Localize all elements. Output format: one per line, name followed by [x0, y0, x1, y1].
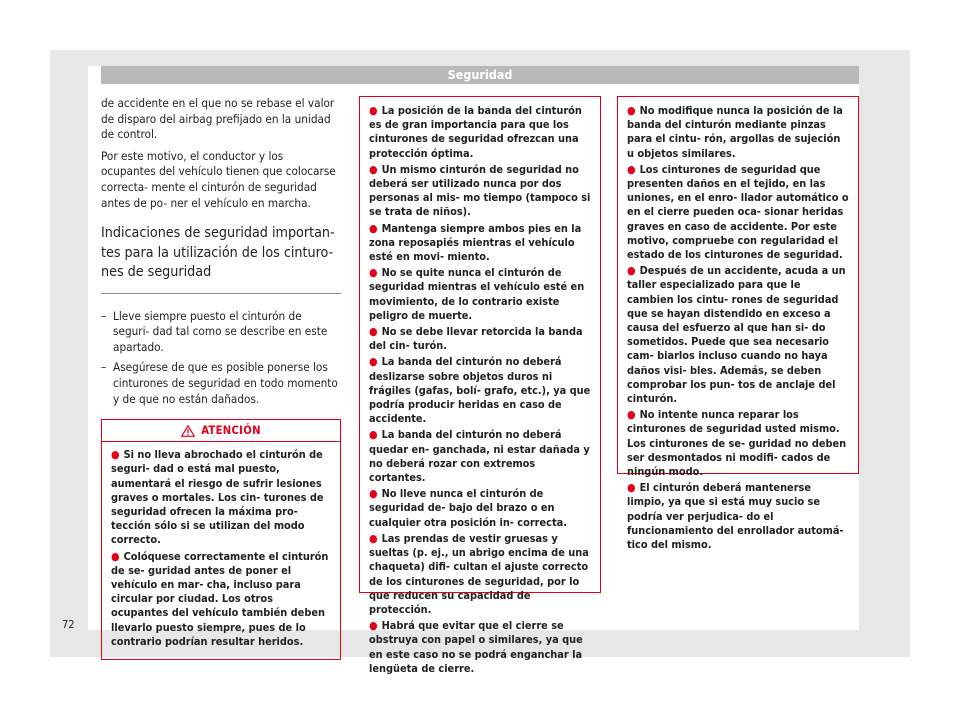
list-item-text: Los cinturones de seguridad que presenten daños en el tejido, en las uniones, en el enro- llador automático o en el cierre pueden oca- sionar heridas graves en caso de accidente. Por este motivo, compruebe con regularidad el estado de los cinturones de seguridad.: [627, 162, 849, 262]
list-item: [369, 163, 591, 220]
list-item-text: Lleve siempre puesto el cinturón de seguri- dad tal como se describe en este apartado.: [113, 308, 328, 354]
column-left: [101, 96, 341, 660]
warning-triangle-icon: [181, 425, 195, 437]
list-item-text: El cinturón deberá mantenerse limpio, ya que si está muy sucio se podría ver perjudica- do el funcionamiento del enrollador automá- tico del mismo.: [627, 481, 844, 552]
bullet-list: [369, 104, 591, 676]
list-item-text: Mantenga siempre ambos pies en la zona reposapiés mientras el vehículo esté en movi- miento.: [369, 221, 582, 264]
list-item: [627, 408, 849, 479]
warning-body: [360, 97, 600, 684]
bullet-dot-icon: ●: [627, 104, 636, 117]
list-item-text: No se quite nunca el cinturón de seguridad mientras el vehículo esté en movimiento, de lo contrario existe peligro de muerte.: [369, 266, 585, 322]
bullet-dot-icon: ●: [111, 448, 120, 462]
bullet-dot-icon: ●: [369, 104, 378, 117]
list-item-text: Asegúrese de que es posible ponerse los cinturones de seguridad en todo momento y de que no están dañados.: [113, 360, 338, 406]
list-item-text: No se debe llevar retorcida la banda del cin- turón.: [369, 325, 583, 353]
bullet-dot-icon: ●: [369, 428, 378, 442]
list-item-text: Las prendas de vestir gruesas y sueltas (p. ej., un abrigo encima de una chaqueta) difi- cultan el ajuste correcto de los cinturones de seguridad, por lo que reducen su capacidad de protección.: [369, 531, 589, 616]
list-item-text: Colóquese correctamente el cinturón de se- guridad antes de poner el vehículo en mar- cha, incluso para circular por ciudad. Los otros ocupantes del vehículo también deben llevarlo puesto siempre, pues de lo contrario podrían resultar heridos.: [111, 549, 329, 648]
bullet-list: [627, 104, 849, 552]
warning-body: [618, 97, 858, 560]
paragraph: de accidente en el que no se rebase el valor de disparo del airbag prefijado en la unidad de control.: [101, 96, 335, 142]
list-item-text: No intente nunca reparar los cinturones de seguridad usted mismo. Los cinturones de se- guridad no deben ser desmontados ni modifi- cados de ningún modo.: [627, 408, 847, 479]
page-number: 72: [62, 618, 75, 631]
column-middle: [359, 96, 601, 675]
list-item: [369, 487, 591, 530]
list-item: [369, 325, 591, 353]
list-item: [369, 532, 591, 617]
dash-list: [101, 309, 341, 408]
warning-box-continued: [359, 96, 601, 675]
list-item-text: Un mismo cinturón de seguridad no deberá ser utilizado nunca por dos personas al mis- mo tiempo (tampoco si se trata de niños).: [369, 162, 591, 219]
bullet-list: [111, 448, 331, 649]
warning-body: [102, 442, 340, 659]
dash-mark: –: [101, 308, 107, 323]
bullet-dot-icon: ●: [627, 408, 636, 422]
warning-header: [102, 420, 340, 442]
bullet-dot-icon: ●: [369, 531, 378, 545]
dash-mark: –: [101, 360, 107, 375]
warning-title: ATENCIÓN: [201, 424, 261, 438]
list-item-text: La banda del cinturón no deberá deslizarse sobre objetos duros ni frágiles (gafas, bolí- grafo, etc.), ya que podría producir heridas en caso de accidente.: [369, 355, 591, 426]
list-item-text: Habrá que evitar que el cierre se obstruya con papel o similares, ya que en este caso no se podrá enganchar la lengüeta de cierre.: [369, 619, 583, 675]
section-title: Indicaciones de seguridad importan- tes para la utilización de los cinturo- nes de seguridad: [101, 224, 341, 294]
bullet-dot-icon: ●: [369, 487, 378, 501]
list-item: [627, 104, 849, 161]
bullet-dot-icon: ●: [369, 619, 378, 633]
paragraph: Por este motivo, el conductor y los ocupantes del vehículo tienen que colocarse correcta- mente el cinturón de seguridad antes de po- ner el vehículo en marcha.: [101, 148, 336, 210]
bullet-dot-icon: ●: [369, 266, 378, 280]
list-item: [101, 309, 341, 356]
list-item: [111, 550, 331, 649]
bullet-dot-icon: ●: [369, 221, 378, 235]
list-item: [369, 619, 591, 676]
list-item: [369, 222, 591, 265]
list-item: [369, 266, 591, 323]
list-item: [111, 448, 331, 547]
section-header: Seguridad: [101, 66, 859, 84]
bullet-dot-icon: ●: [369, 355, 378, 369]
list-item-text: No lleve nunca el cinturón de seguridad de- bajo del brazo o en cualquier otra posición in- correcta.: [369, 487, 567, 529]
list-item-text: Si no lleva abrochado el cinturón de seguri- dad o está mal puesto, aumentará el riesgo de sufrir lesiones graves o mortales. Los cin- turones de seguridad ofrecen la máxima pro- tección sólo si se utilizan del modo correcto.: [111, 448, 324, 547]
warning-box: [101, 419, 341, 660]
list-item-text: La posición de la banda del cinturón es de gran importancia para que los cinturones de seguridad ofrezcan una protección óptima.: [369, 104, 582, 160]
bullet-dot-icon: ●: [369, 325, 378, 339]
column-right: [617, 96, 859, 552]
bullet-dot-icon: ●: [627, 481, 636, 495]
list-item: [627, 163, 849, 262]
list-item: [627, 264, 849, 406]
list-item: [627, 481, 849, 552]
bullet-dot-icon: ●: [369, 162, 378, 176]
bullet-dot-icon: ●: [627, 162, 636, 176]
list-item-text: No modifique nunca la posición de la banda del cinturón mediante pinzas para el cintu- rón, argollas de sujeción u objetos similares.: [627, 104, 843, 160]
list-item: [369, 355, 591, 426]
bullet-dot-icon: ●: [627, 264, 636, 278]
list-item-text: La banda del cinturón no deberá quedar en- ganchada, ni estar dañada y no deberá rozar con extremos cortantes.: [369, 428, 590, 485]
list-item: [101, 360, 341, 407]
bullet-dot-icon: ●: [111, 549, 120, 563]
warning-box-continued: [617, 96, 859, 552]
list-item-text: Después de un accidente, acuda a un taller especializado para que le cambien los cintu- rones de seguridad que se hayan distendido en exceso a causa del esfuerzo al que han si- do sometidos. Puede que sea necesario cam- biarlos incluso cuando no haya daños visi- bles. Además, se deben comprobar los pun- tos de anclaje del cinturón.: [627, 264, 846, 406]
list-item: [369, 428, 591, 485]
list-item: [369, 104, 591, 161]
